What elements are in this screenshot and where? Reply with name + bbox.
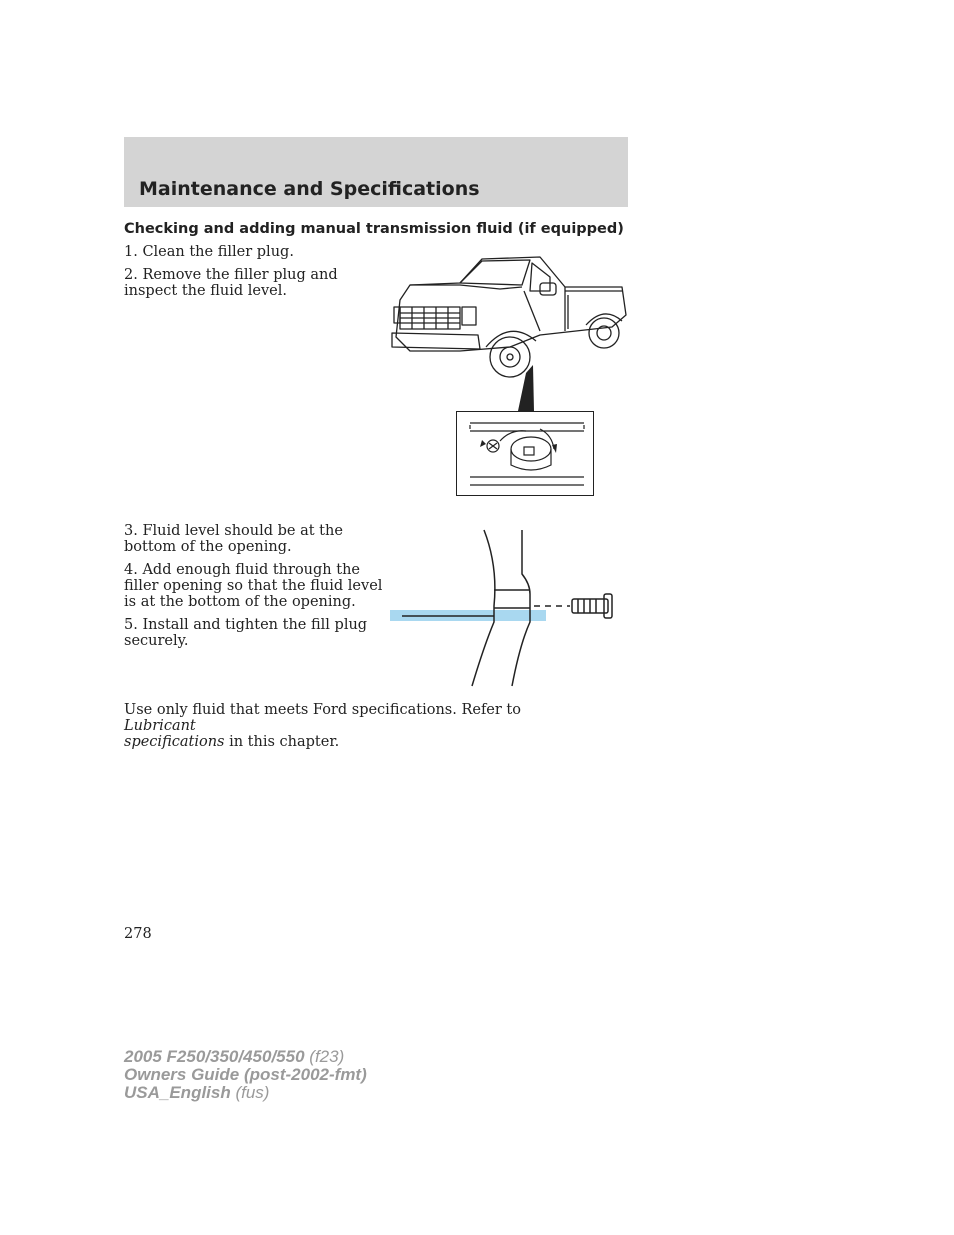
truck-illustration	[390, 255, 630, 415]
procedure-heading: Checking and adding manual transmission fluid (if equipped)	[124, 221, 624, 237]
document-footer: 2005 F250/350/450/550 (f23) Owners Guide (post-2002-fmt) USA_English (fus)	[124, 1047, 367, 1102]
step-4: 4. Add enough fluid through the filler opening so that the fluid level is at the bottom of the opening.	[124, 562, 383, 610]
step-1: 1. Clean the filler plug.	[124, 244, 294, 260]
filler-plug-detail-inset	[456, 411, 595, 498]
step-5: 5. Install and tighten the fill plug securely.	[124, 617, 368, 649]
lubricant-specifications-reference-cont: specifications	[124, 734, 225, 750]
section-title: Maintenance and Specifications	[139, 178, 480, 200]
fluid-level-diagram	[388, 526, 618, 690]
fluid-spec-note: Use only fluid that meets Ford specifications. Refer to Lubricant specifications in this chapter.	[124, 702, 521, 750]
step-2: 2. Remove the filler plug and inspect the fluid level.	[124, 267, 338, 299]
step-3: 3. Fluid level should be at the bottom of the opening.	[124, 523, 343, 555]
lubricant-specifications-reference: Lubricant	[124, 718, 196, 734]
page-number: 278	[124, 926, 152, 942]
